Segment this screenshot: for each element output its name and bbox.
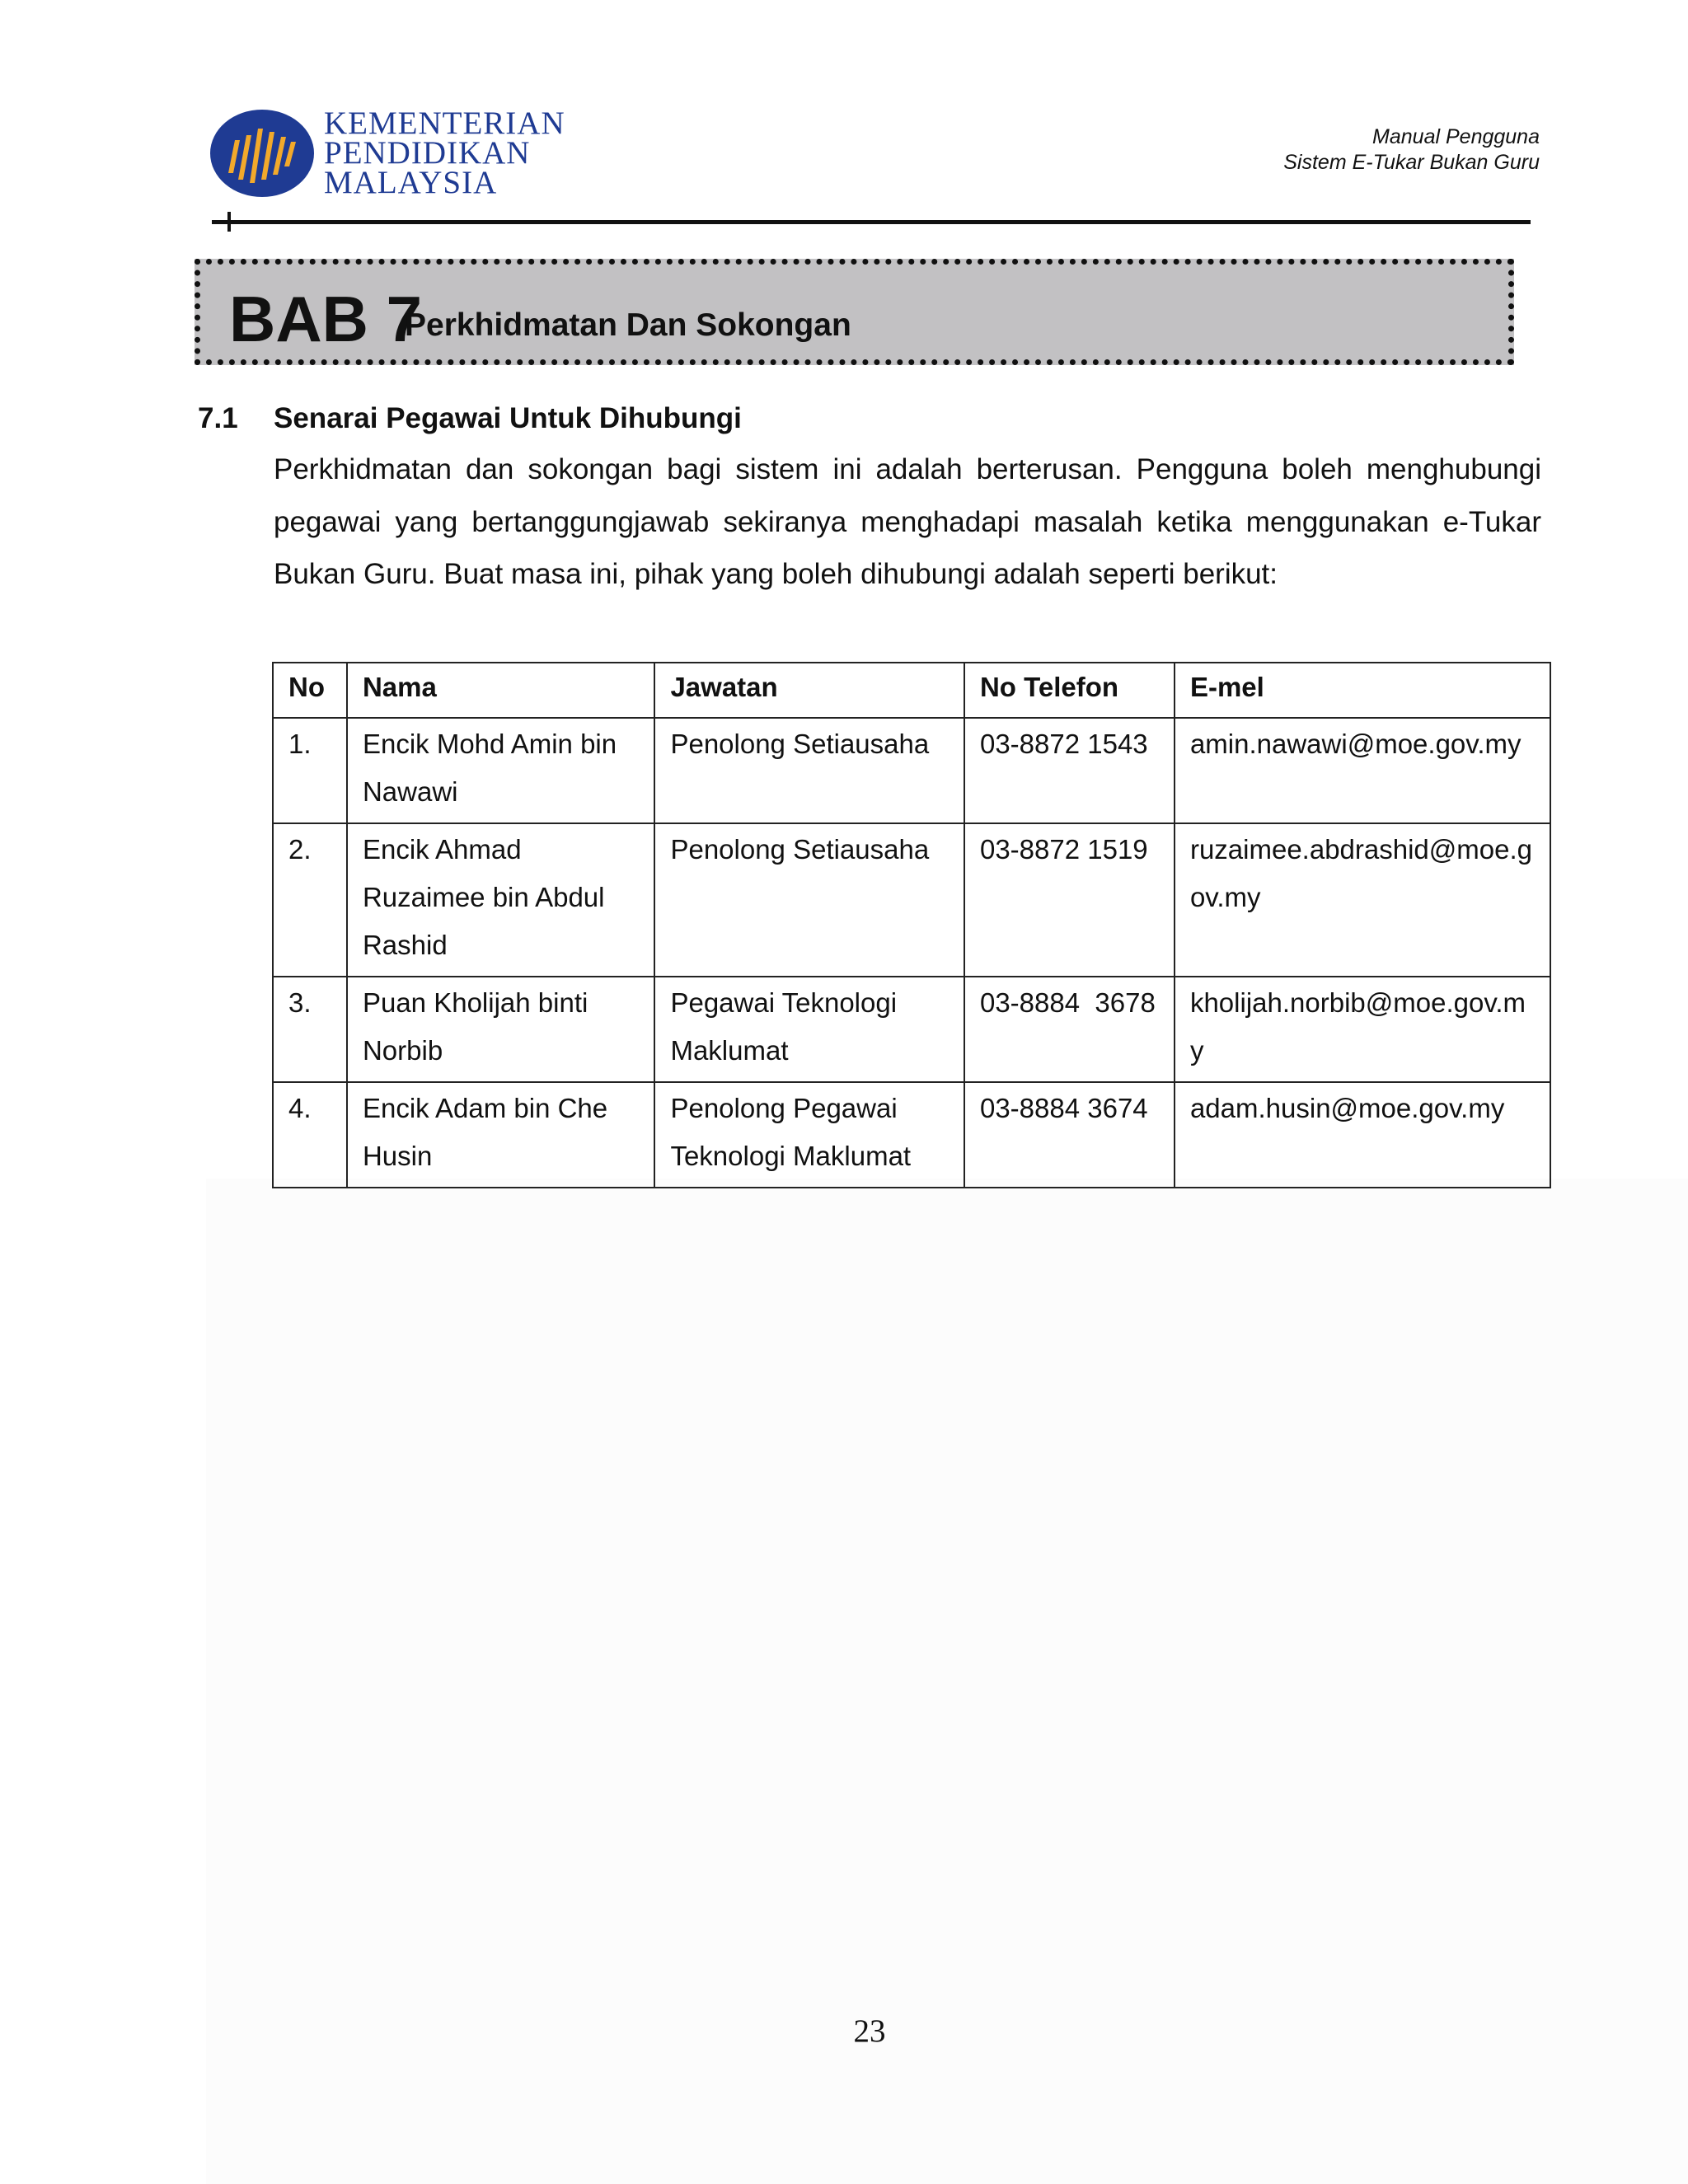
- section-paragraph: Perkhidmatan dan sokongan bagi sistem ini adalah berterusan. Pengguna boleh menghubungi pegawai yang bertanggungjawab sekiranya menghadapi masalah ketika menggunakan e-Tukar Bukan Guru. Buat masa ini, pihak yang boleh dihubungi adalah seperti berikut:: [274, 453, 1541, 590]
- table-header-row: [273, 663, 1550, 718]
- document-header-info: [1283, 124, 1540, 176]
- logo-line-1: KEMENTERIAN: [324, 105, 565, 141]
- cell-text: 3.: [288, 987, 312, 1018]
- email-link[interactable]: kholijah.norbib@moe.gov.my: [1189, 987, 1526, 1066]
- system-name: Sistem E-Tukar Bukan Guru: [1283, 151, 1540, 174]
- table-row: [273, 823, 1550, 977]
- chapter-title: Perkhidmatan Dan Sokongan: [405, 307, 851, 343]
- cell-jawatan: [654, 1082, 964, 1188]
- cell-text: 03-8884 3674: [979, 1093, 1148, 1123]
- header-no-telefon: No Telefon: [964, 663, 1175, 718]
- section-number: 7.1: [198, 402, 238, 434]
- cell-emel: [1175, 823, 1550, 977]
- cell-text: Pegawai Teknologi Maklumat: [670, 987, 898, 1066]
- cell-text: 03-8884 3678: [979, 987, 1156, 1018]
- cell-text: 03-8872 1543: [979, 729, 1148, 759]
- header-divider-tick: [227, 212, 231, 232]
- ministry-logo-text: [324, 105, 565, 200]
- cell-telefon: [964, 977, 1175, 1082]
- chapter-banner: [195, 259, 1514, 365]
- cell-emel: [1175, 1082, 1550, 1188]
- cell-text: Encik Mohd Amin bin Nawawi: [362, 729, 617, 807]
- cell-jawatan: [654, 823, 964, 977]
- cell-nama: [347, 718, 654, 823]
- header-divider: [212, 220, 1531, 224]
- table-row: [273, 977, 1550, 1082]
- header-no: No: [273, 663, 347, 718]
- logo-line-3: MALAYSIA: [324, 165, 498, 200]
- cell-text: Penolong Setiausaha: [670, 834, 930, 865]
- header-emel: E-mel: [1175, 663, 1550, 718]
- cell-text: 4.: [288, 1093, 312, 1123]
- section-title: Senarai Pegawai Untuk Dihubungi: [274, 402, 742, 434]
- cell-nama: [347, 977, 654, 1082]
- cell-no: [273, 718, 347, 823]
- cell-text: Penolong Pegawai Teknologi Maklumat: [670, 1093, 912, 1171]
- page-number: 23: [853, 2013, 886, 2049]
- header-nama: Nama: [347, 663, 654, 718]
- cell-text: Encik Ahmad Ruzaimee bin Abdul Rashid: [362, 834, 605, 960]
- document-title: Manual Pengguna: [1372, 125, 1540, 148]
- cell-text: Encik Adam bin Che Husin: [362, 1093, 608, 1171]
- cell-text: 2.: [288, 834, 312, 865]
- table-row: [273, 1082, 1550, 1188]
- cell-nama: [347, 1082, 654, 1188]
- cell-no: [273, 977, 347, 1082]
- cell-text: Puan Kholijah binti Norbib: [362, 987, 588, 1066]
- cell-telefon: [964, 823, 1175, 977]
- cell-telefon: [964, 718, 1175, 823]
- email-link[interactable]: ruzaimee.abdrashid@moe.gov.my: [1189, 834, 1532, 912]
- cell-text: Penolong Setiausaha: [670, 729, 930, 759]
- header-jawatan: Jawatan: [654, 663, 964, 718]
- ministry-emblem-icon: [209, 107, 316, 199]
- cell-emel: [1175, 718, 1550, 823]
- contacts-table: [272, 662, 1551, 1188]
- cell-no: [273, 1082, 347, 1188]
- cell-emel: [1175, 977, 1550, 1082]
- cell-no: [273, 823, 347, 977]
- cell-jawatan: [654, 977, 964, 1082]
- logo-line-2: PENDIDIKAN: [324, 135, 531, 171]
- cell-nama: [347, 823, 654, 977]
- chapter-number: BAB 7: [229, 283, 423, 355]
- cell-text: 1.: [288, 729, 312, 759]
- email-link[interactable]: adam.husin@moe.gov.my: [1189, 1093, 1505, 1123]
- ministry-logo: [209, 107, 579, 206]
- cell-jawatan: [654, 718, 964, 823]
- cell-telefon: [964, 1082, 1175, 1188]
- cell-text: 03-8872 1519: [979, 834, 1148, 865]
- email-link[interactable]: amin.nawawi@moe.gov.my: [1189, 729, 1522, 759]
- table-row: [273, 718, 1550, 823]
